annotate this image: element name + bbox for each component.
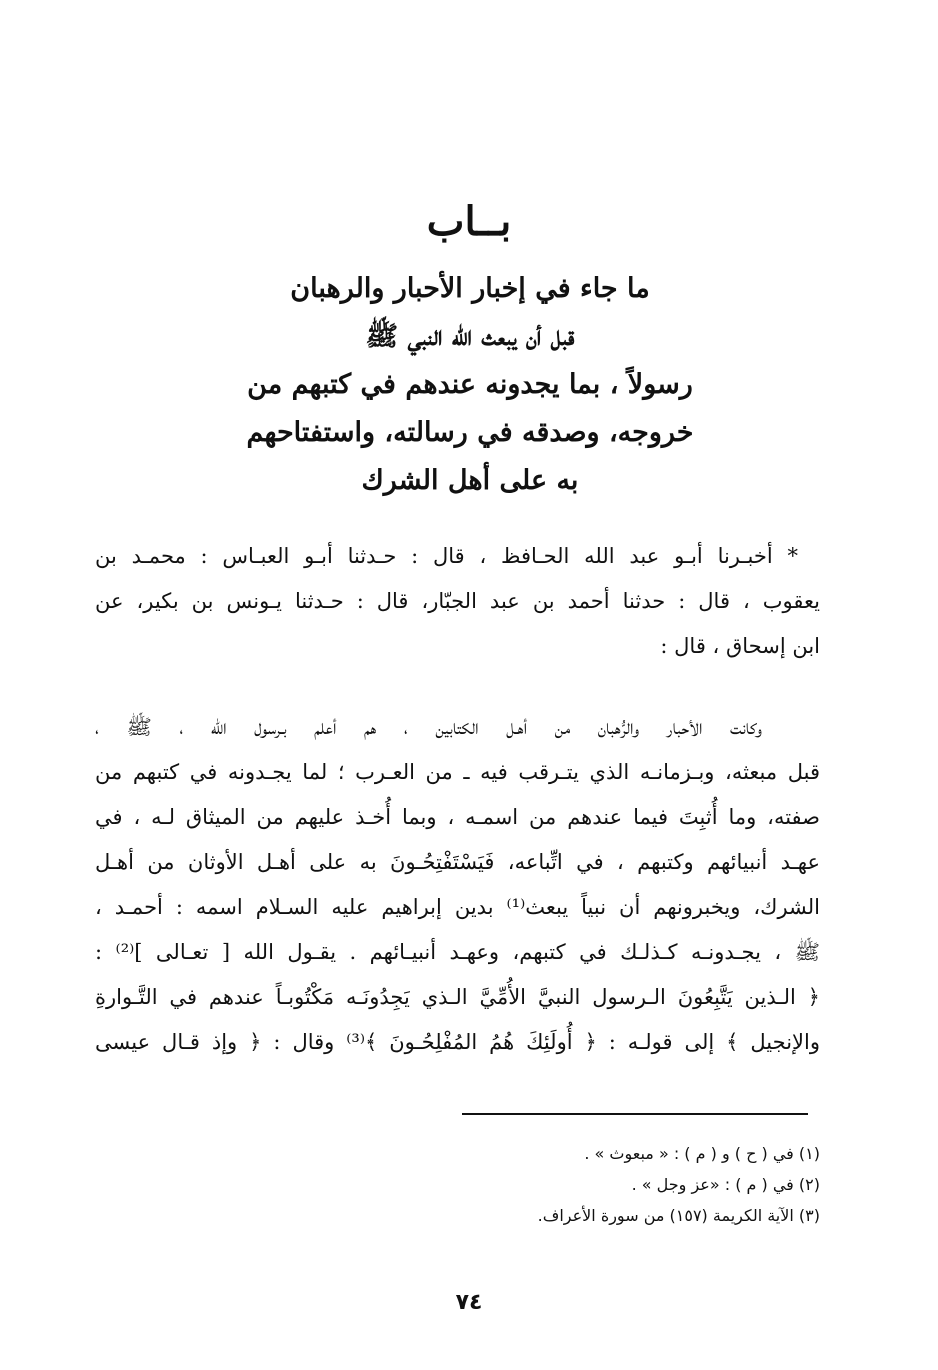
heading-line: ما جاء في إخبار الأحبار والرهبان xyxy=(290,273,650,304)
paragraph-line: ابن إسحاق ، قال : xyxy=(660,634,820,658)
paragraph-line: عهـد أنبيائهم وكتبهم ، في اتِّباعه، فَيَسْتَفْتِحُـونَ به على أهـل الأوثان من أهـل xyxy=(95,850,820,874)
isnad-paragraph xyxy=(95,534,820,669)
footnotes xyxy=(330,1138,820,1231)
paragraph-line: قبل مبعثه، وبـزمانـه الذي يتـرقب فيه ـ من العـرب ؛ لما يجـدونه في كتبهم من xyxy=(95,760,820,784)
paragraph-line: يعقوب ، قال : حدثنا أحمد بن عبد الجبّار، قال : حـدثنا يـونس بن بكير، عن xyxy=(95,589,820,613)
paragraph-line: وكانت الأحبار والرُّهبان من أهـل الكتابين ، هم أعلم بـرسول الله ، ﷺ ، xyxy=(95,715,762,739)
footnote: (٣) الآية الكريمة (١٥٧) من سورة الأعراف. xyxy=(537,1206,820,1225)
heading-line: خروجه، وصدقه في رسالته، واستفتاحهم xyxy=(246,417,694,448)
body-paragraph xyxy=(95,705,820,1065)
paragraph-line: الشرك، ويخبرونهم أن نبياً يبعث⁽¹⁾ بدين إبراهيم عليه السـلام اسمه : أحمـد ، xyxy=(95,895,820,919)
paragraph-line: ﴿ الـذين يَتَّبِعُونَ الـرسول النبيَّ الأُمِّيَّ الـذي يَجِدُونَـه مَكْتُوبـاً عندهم في التَّـوارةِ xyxy=(95,985,820,1009)
heading-line: قبل أن يبعث الله النبي ﷺ xyxy=(365,321,575,352)
heading-line: به على أهل الشرك xyxy=(361,465,579,496)
footnote: (٢) في ( م ) : «عز وجل » . xyxy=(631,1175,820,1194)
chapter-label: بــاب xyxy=(426,198,512,245)
footnote-divider xyxy=(462,1113,808,1115)
paragraph-line: والإنجيل ﴾ إلى قولـه : ﴿ أُولَئِكَ هُمُ المُفْلِحُـونَ ﴾⁽³⁾ وقال : ﴿ وإذ قـال عيسى xyxy=(95,1030,820,1054)
footnote: (١) في ( ح ) و ( م ) : « مبعوث » . xyxy=(584,1144,820,1163)
paragraph-line: * أخبـرنا أبـو عبد الله الحـافظ ، قال : حـدثنا أبـو العبـاس : محمـد بن xyxy=(95,544,798,568)
paragraph-line: ﷺ ، يجـدونـه كـذلـك في كتبهم، وعهـد أنبيـائهم . يقـول الله [ تعـالى ]⁽²⁾ : xyxy=(95,940,820,964)
chapter-heading xyxy=(150,265,790,505)
heading-line: رسولاً ، بما يجدونه عندهم في كتبهم من xyxy=(247,369,693,400)
paragraph-line: صفته، وما أُثبِتَ فيما عندهم من اسمـه ، وبما أُخـذ عليهم من الميثاق لـه ، في xyxy=(95,805,820,829)
page-number: ٧٤ xyxy=(455,1290,483,1315)
